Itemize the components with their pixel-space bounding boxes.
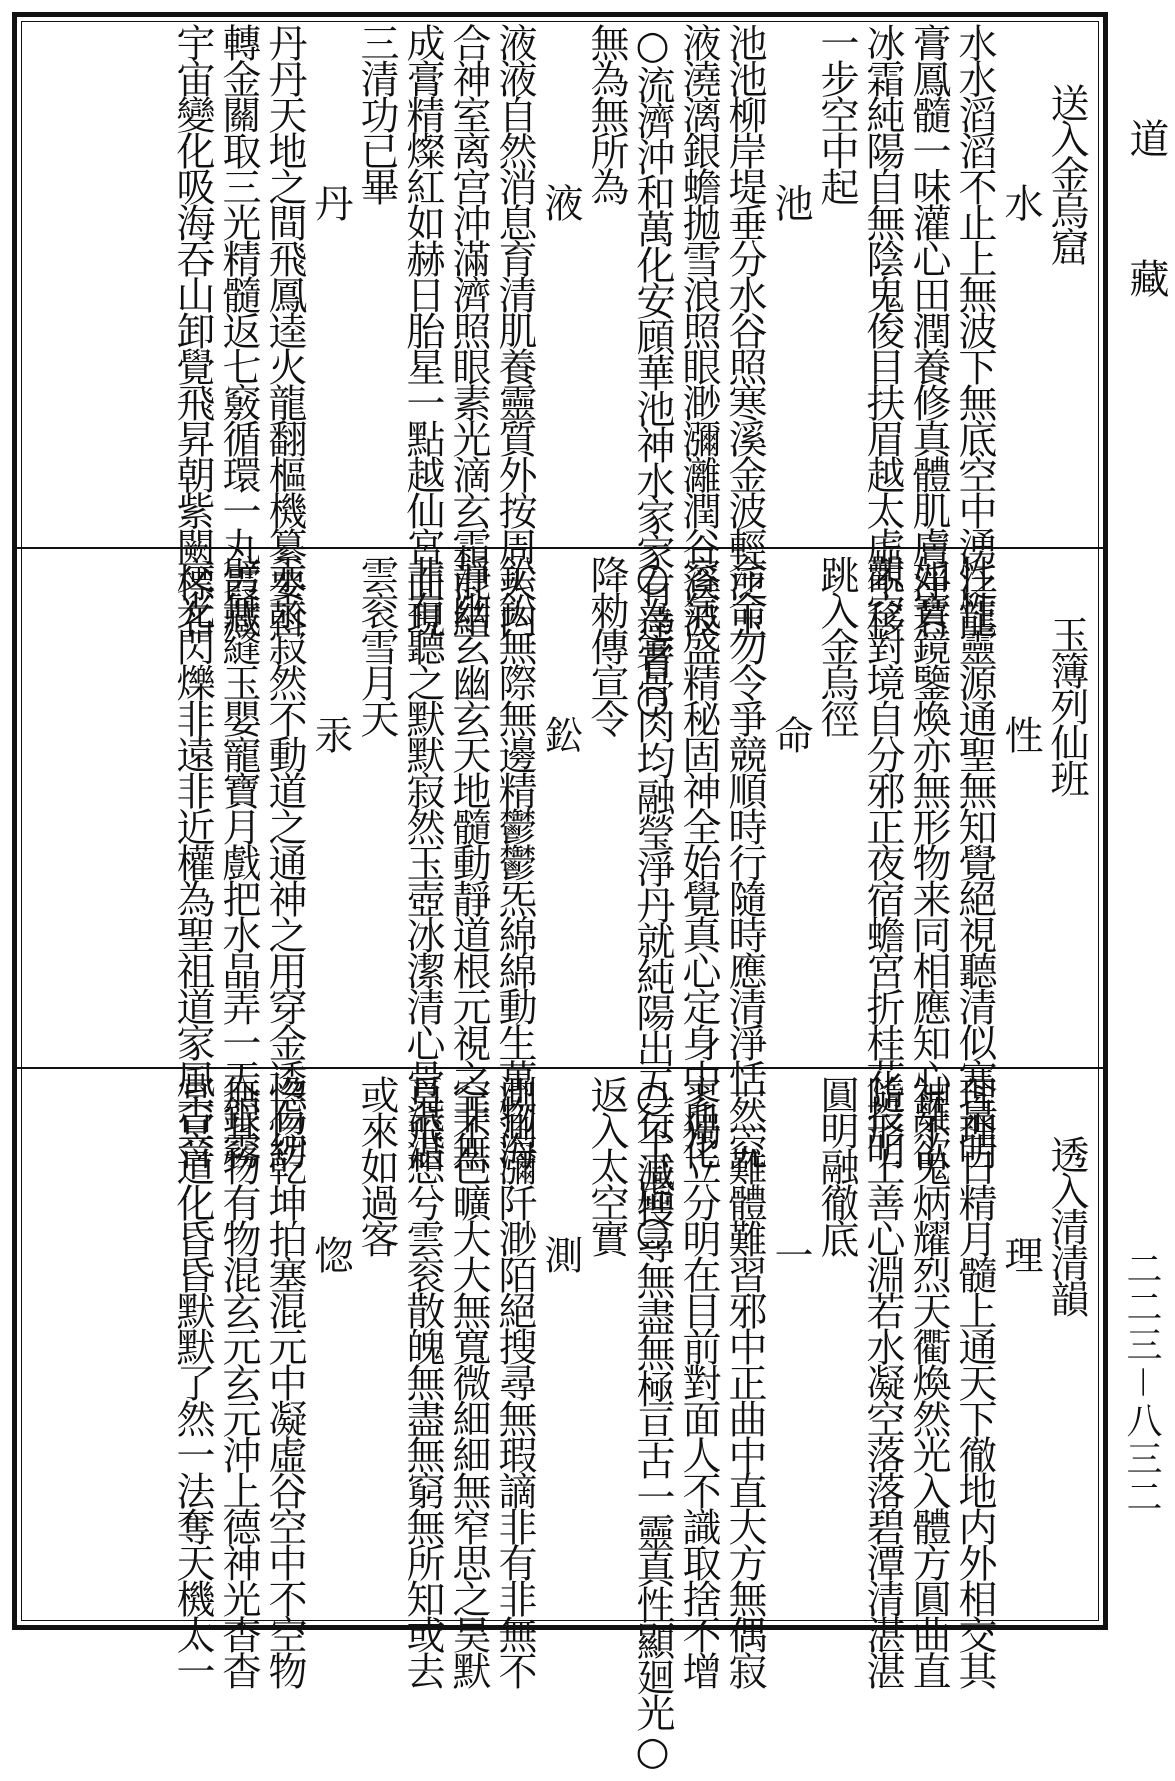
verse-title: 透入清清韻 [1044,1135,1089,1315]
page-frame [12,12,1108,1771]
text-column: 返入太空實 [584,1075,629,1255]
text-column: ○為膏骨肉均融瑩淨丹就純陽出五行玉虛○ [630,555,675,1251]
text-column: 三清功已畢 [354,23,399,203]
section-heading: 汞 [308,715,353,751]
text-column: 命命勿令爭競順時行隨時應清淨恬然究 [722,555,767,1167]
section-heading: 丹 [308,183,353,219]
section-heading: 液 [538,183,583,219]
text-column: 池池柳岸堤垂分水谷照寒溪金波輕泛玉 [722,23,767,635]
text-column: 跳入金烏徑 [814,555,859,735]
text-column: 測測瀰阡渺陌絕搜尋無瑕謫非有非無不 [492,1075,537,1687]
section-heading: 池 [768,183,813,219]
text-column: 膏鳳髓一味灌心田潤養修真體肌膚淨若 [906,23,951,635]
text-column: 水水滔滔不止上無波下無底空中湧泛龍 [952,23,997,635]
text-column: 寥獨立分明在目前對面人不識取捨不增 [676,1075,721,1687]
text-column: 觀空對境自分邪正夜宿蟾宮折桂花投明 [860,555,905,1167]
text-column: 如寶鏡鑒煥亦無形物来同相應知心離欲 [906,555,951,1167]
text-column: 轉金關取三光精髓返七竅循環一丸霞藏 [216,23,261,635]
text-column: 空不色曠大大無寬微細細無窄思之昊默 [446,1075,491,1687]
collection-title-bottom: 藏 [1123,258,1169,298]
text-column: 液澆漓銀蟾拋雪浪照眼渺瀰灕潤谷溪波 [676,23,721,635]
section-heading: 惚 [308,1235,353,1271]
text-column: 理理日精月髓上通天下徹地内外相交其 [952,1075,997,1687]
text-column: 非有聽之默默寂然玉壺冰潔清心骨湛湛 [400,555,445,1167]
section-heading: 性 [998,715,1043,751]
text-column: 液液自然消息育清肌養靈質外按周天内 [492,23,537,635]
page-number: 二二三－八三二 [1121,1250,1162,1516]
verse-title: 玉簿列仙班 [1044,615,1089,795]
text-column: 丹丹天地之間飛鳳逵火龍翻樞機纂要斡 [262,23,307,635]
section-heading: 命 [768,715,813,751]
text-column: 合神室离宫沖滿濟照眼素光滴玄霜混結 [446,23,491,635]
text-column: 性性靈源通聖無知覺絕視聽清似寒泉明 [952,555,997,1167]
collection-title-top: 道 [1123,118,1169,158]
text-column: 一步空中起 [814,23,859,203]
text-column: ○不減搜尋無盡無極亘古一靈真性顯廻光○ [630,1075,675,1771]
text-column: 降勑傳宣令 [584,555,629,735]
verse-title: 送入金烏窟 [1044,83,1089,263]
text-column: 雲衮雪月天 [354,555,399,735]
text-column: 劈無縫玉嬰寵寶月戲把水晶弄一天銀霧 [216,555,261,1167]
text-column: 覓飛想兮雲衮散魄無盡無窮無所知或去 [400,1075,445,1687]
text-column: 無其物有物混玄元玄元沖上德神光杳杳 [216,1075,261,1687]
section-heading: 水 [998,183,1043,219]
text-column: 宇宙變化吸海吞山卸覺飛昇朝紫闕標名 [170,23,215,635]
text-column: 惚惚乾坤拍塞混元中凝虛谷空中不空物 [262,1075,307,1687]
text-column: ○流濟沖和萬化安頋華池神水家家有達者○ [630,23,675,719]
text-column: 冰霜純陽自無陰鬼俊目扶眉越太虛不移 [860,23,905,635]
column-group [169,1075,1089,1771]
text-column: 一一難體難習邪中正曲中直大方無偶寂 [722,1075,767,1687]
text-column: 冥冥道化昏昏默默了然一法奪天機太一 [170,1075,215,1687]
text-column: 圓明融徹底 [814,1075,859,1255]
text-column: 隨形上善心淵若水凝空落落碧潭清湛湛 [860,1075,905,1687]
text-column: 交光閃爍非遠非近權為聖祖道家風古音 [170,555,215,1167]
text-column: 無為無所為 [584,23,629,203]
section-heading: 一 [768,1235,813,1271]
text-column: 成膏精燦紅如赫日胎星一點越仙宮面現 [400,23,445,635]
section-heading: 測 [538,1235,583,1271]
text-column: 汞汞寂然不動道之通神之用穿金透石紉 [262,555,307,1167]
text-column: 鈆鈆無際無邊精鬱鬱炁綿綿動生萬物海 [492,555,537,1167]
section-heading: 鈆 [538,715,583,751]
text-column: 容氣盛精秘固神全始覺真心定身中血化 [676,555,721,1167]
section-heading: 理 [998,1235,1043,1271]
text-column: 或來如過客 [354,1075,399,1255]
text-panel-bottom [17,1067,1103,1771]
text-column: 靜幽玄幽玄天地髓動靜道根元視之非無 [446,555,491,1167]
text-column: 神不鬼炳耀烈天衢煥然光入體方圓曲直 [906,1075,951,1687]
